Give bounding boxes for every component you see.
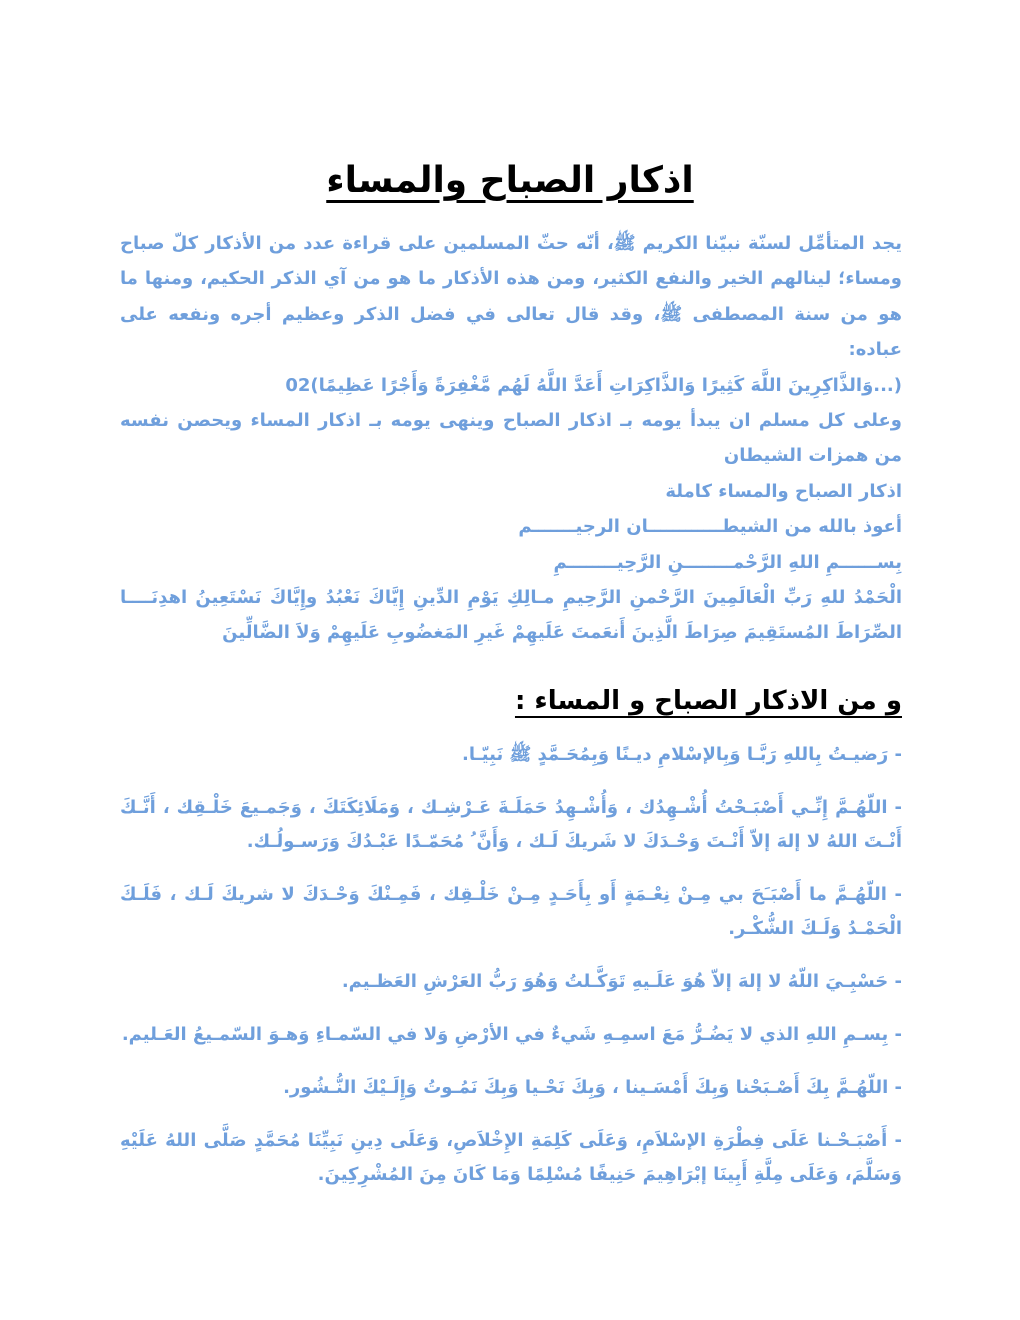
taawudh-line: أعوذ بالله من الشيطــــــــــــان الرجيـــــــم: [518, 516, 902, 538]
section-heading: اذكار الصباح والمساء كاملة: [665, 480, 902, 502]
intro-section: [120, 226, 902, 651]
page-title: اذكار الصباح والمساء: [326, 160, 694, 201]
dhikr-item: - اللّهُـمَّ ما أَصْبَـَحَ بي مِـنْ نِعْـمَةٍ أَو بِأَحَـدٍ مِـنْ خَلْـقِك ، فَمِـنْكَ وَحْـدَكَ لا شريكَ لَـك ، فَلَـكَ الْحَمْـدُ وَلَـكَ الشُّكْـر.: [120, 884, 902, 939]
adhkar-subtitle: و من الاذكار الصباح و المساء :: [514, 686, 902, 716]
basmala-line: بِســــــمِ اللهِ الرَّحْمــــــــنِ الرَّحِيــــــــمِ: [553, 551, 902, 573]
fatiha-text: الْحَمْدُ للهِ رَبِّ الْعَالَمِينَ الرَّحْمنِ الرَّحِيمِ مـالِكِ يَوْمِ الدِّينِ إِيَّاكَ نَعْبُدُ وإِيَّاكَ نَسْتَعِينُ اهدِنَــــا الصِّرَاطَ المُستَقِيمَ صِرَاطَ الَّذِينَ أَنعَمتَ عَلَيهِمْ غَيرِ المَغضُوبِ عَلَيهِمْ وَلاَ الضَّالِّينَ: [120, 587, 902, 644]
intro-paragraph: وعلى كل مسلم ان يبدأ يومه بـ اذكار الصباح وينهى يومه بـ اذكار المساء ويحصن نفسه من همزات الشيطان: [120, 410, 902, 467]
dhikr-item: - اللّهُـمَّ إِنِّـي أَصْبَـحْتُ أُشْـهِدُك ، وَأُشْـهِدُ حَمَلَـةَ عَـرْشِـك ، وَمَلَائِكَتَكَ ، وَجَمـيعَ خَلْـقِك ، أَنَّـكَ أَنْـتَ اللهُ لا إلهَ إلاّ أَنْـتَ وَحْـدَكَ لا شَريكَ لَـك ، وَأَنَّ ُ مُحَمّـدًا عَبْـدُكَ وَرَسـولُـك.: [120, 797, 902, 852]
dhikr-item: - أَصْبَـحْـنا عَلَى فِطْرَةِ الإسْلاَمِ، وَعَلَى كَلِمَةِ الإِخْلاَصِ، وَعَلَى دِينِ نَبِيِّنَا مُحَمَّدٍ صَلَّى اللهُ عَلَيْهِ وَسَلَّمَ، وَعَلَى مِلَّةِ أَبِينَا إبْرَاهِيمَ حَنِيفًا مُسْلِمًا وَمَا كَانَ مِنَ المُشْرِكِينَ.: [120, 1130, 902, 1185]
intro-paragraph: يجد المتأمِّل لسنّة نبيّنا الكريم ﷺ، أنّه حثّ المسلمين على قراءة عدد من الأذكار كلّ صباح ومساء؛ لينالهم الخير والنفع الكثير، ومن هذه الأذكار ما هو من آي الذكر الحكيم، ومنها ما هو من سنة المصطفى ﷺ، وقد قال تعالى في فضل الذكر وعظيم أجره ونفعه على عباده:: [120, 233, 902, 361]
dhikr-item: - بِسـمِ اللهِ الذي لا يَضُـرُّ مَعَ اسمِـهِ شَيءٌ في الأرْضِ وَلا في السّمـاءِ وَهـوَ السّمـيعُ العَـليم.: [121, 1024, 902, 1045]
dhikr-item: - حَسْبِـيَ اللّهُ لا إلهَ إلاّ هُوَ عَلَـيهِ تَوَكَّـلتُ وَهُوَ رَبُّ العَرْشِ العَظـيم.: [341, 971, 902, 992]
quran-verse: (...وَالذَّاكِرِينَ اللَّهَ كَثِيرًا وَالذَّاكِرَاتِ أَعَدَّ اللَّهُ لَهُم مَّغْفِرَةً وَأَجْرًا عَظِيمًا)02: [285, 374, 902, 396]
adhkar-list: [120, 738, 902, 1211]
dhikr-item: - اللّهُـمَّ بِكَ أَصْـبَحْنا وَبِكَ أَمْسَـينا ، وَبِكَ نَحْـيا وَبِكَ نَمُـوتُ وَإِلَـيْكَ النُّـشُور.: [283, 1077, 902, 1098]
dhikr-item: - رَضيـتُ بِاللهِ رَبَّـا وَبِالإسْلامِ ديـنًا وَبِمُحَـمَّدٍ ﷺ نَبِيّـا.: [462, 744, 902, 765]
